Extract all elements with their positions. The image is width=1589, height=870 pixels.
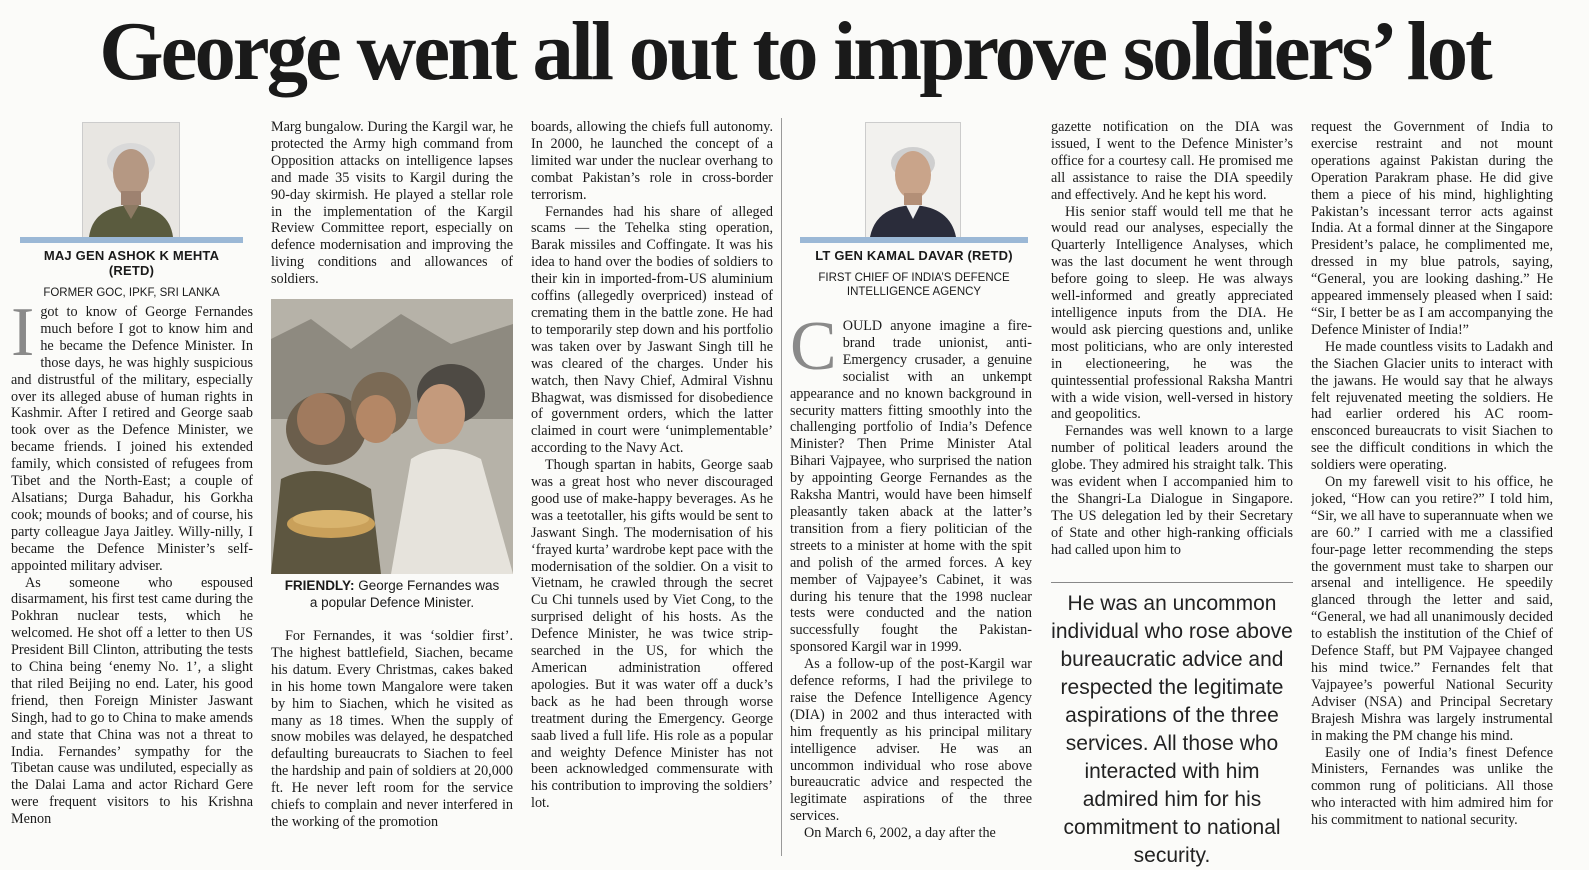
article-divider: [781, 118, 782, 856]
author1-name: MAJ GEN ASHOK K MEHTA (RETD): [43, 248, 220, 278]
article1-paragraph: Though spartan in habits, George saab was a great host who never discouraged good use of make-happy beverages. As he was a teetotaller, his gifts would be sent to Jaswant Singh. The modernisation of his ‘frayed kurta’ wardrobe kept pace with the modernisation of the soldier. On a visit to Vietnam, he crawled through the secret Cu Chi tunnels used by Viet Cong, to the surprised delight of his hosts. As the Defence Minister, he was twice strip-searched in the US, for which the American administration offered apologies. But it was water off a duck’s back as he had been through worse treatment during the Emergency. George saab lived a full life. His role as a popular and weighty Defence Minister has not been acknowledged commensurate with his contribution to improving the soldiers’ lot.: [531, 457, 773, 812]
article2-dropcap: C: [790, 318, 837, 385]
article1-col1: [11, 304, 253, 856]
article2-col2: [1051, 119, 1293, 578]
author2-portrait: [865, 122, 961, 238]
author1-photo-icon: [83, 123, 179, 237]
article1-paragraph: got to know of George Fernandes much before I got to know him and he became the Defence Minister. In those days, he was highly suspicious and distrustful of the military, especially over its alleged abuse of human rights in Kashmir. After I retired and George saab took over as the Defence Minister, we became friends. I joined his extended family, which consisted of refugees from Tibet and the North-East; a couple of Alsatians; Durga Bahadur, his Gorkha cook; mounds of books; and of course, his party colleague Jaya Jaitley. Willy-nilly, I became the Defence Minister’s self-appointed military adviser.: [11, 304, 253, 574]
page-headline: George went all out to improve soldiers’ lot: [99, 5, 1490, 98]
article2-paragraph: His senior staff would tell me that he would read our analyses, especially the Quarterly Intelligence Analyses, which was the last document he went through before going to sleep. He was always well-informed and greatly appreciated intelligence inputs from the DIA. He would ask piercing questions and, unlike most politicians, who are only interested in electioneering, he was the quintessential professional Raksha Mantri with a wide vision, well-versed in history and geopolitics.: [1051, 203, 1293, 423]
article1-dropcap: I: [11, 304, 35, 371]
pull-quote: He was an uncommon individual who rose above bureaucratic advice and respected the legitimate aspirations of the three services. All those who interacted with him admired him for his commitment to national security.: [1051, 592, 1293, 867]
article2-paragraph: On March 6, 2002, a day after the: [804, 825, 996, 842]
article1-paragraph: boards, allowing the chiefs full autonomy. In 2000, he launched the concept of a limited war under the nuclear overhang to combat Pakistan’s role in cross-border terrorism.: [531, 119, 773, 203]
pull-quote-rule: [1051, 582, 1293, 583]
author2-name: LT GEN KAMAL DAVAR (RETD): [815, 248, 1013, 263]
article2-paragraph: Fernandes was well known to a large number of political leaders around the globe. They admired his straight talk. This was evident when I accompanied him to the Shangri-La Dialogue in Singapore. The US delegation led by their Secretary of State and other high-ranking officials had called upon him to: [1051, 423, 1293, 558]
photo-caption-line2: a popular Defence Minister.: [309, 595, 475, 610]
author1-role: FORMER GOC, IPKF, SRI LANKA: [43, 287, 220, 299]
photo-caption-line1: George Fernandes was: [358, 578, 500, 593]
author1-byline: [20, 248, 243, 300]
article2-paragraph: On my farewell visit to his office, he joked, “How can you retire?” I told him, “Sir, we all have to superannuate when we are 60.” I carried with me a classified four-page letter recommending the steps the government must take to sharpen our arsenal and intelligence. He speedily glanced through the letter and said, “General, we had all unanimously decided to establish the institution of the Chief of Defence Staff, but PM Vajpayee changed his mind twice.” Fernandes felt that Vajpayee’s powerful National Security Adviser (NSA) and Principal Secretary Brajesh Mishra was largely instrumental in making the PM change his mind.: [1311, 474, 1553, 744]
article2-paragraph: gazette notification on the DIA was issued, I went to the Defence Minister’s office for a courtesy call. He promised me all assistance to raise the DIA speedily and effectively. And he kept his word.: [1051, 119, 1293, 203]
article2-paragraph: Easily one of India’s finest Defence Ministers, Fernandes was unlike the common rung of politicians. All those who interacted with him admired him for his commitment to national security.: [1311, 744, 1553, 829]
article2-paragraph: As a follow-up of the post-Kargil war defence reforms, I had the privilege to raise the Defence Intelligence Agency (DIA) in 2002 and thus interacted with him frequently as his principal military intelligence adviser. He was an uncommon individual who rose above bureaucratic advice and respected the legitimate aspirations of the three services.: [790, 656, 1032, 825]
soldiers-photo-icon: [271, 299, 513, 574]
article1-col2-top: [271, 119, 513, 289]
author2-role-line1: FIRST CHIEF OF INDIA’S DEFENCE: [818, 272, 1010, 284]
article1-paragraph: As someone who espoused disarmament, his first test came during the Pokhran nuclear tests, which he welcomed. He shot off a letter to then US President Bill Clinton, attributing the tests to China being ‘enemy No. 1’, a slight that riled Beijing no end. Later, his good friend, then Foreign Minister Jaswant Singh, had to go to China to make amends and state that China was not a threat to India. Fernandes’ sympathy for the Tibetan cause was undiluted, especially as the Dalai Lama and actor Richard Gere were frequent visitors to his Krishna Menon: [11, 574, 253, 828]
article1-paragraph: Fernandes had his share of alleged scams — the Tehelka sting operation, Barak missiles and Coffingate. It was his idea to hand over the bodies of soldiers to their kin in imported-from-US aluminium coffins (allegedly overpriced) instead of cremating them in the battle zone. He had to temporarily step down and his portfolio was taken over by Jaswant Singh till he was cleared of the charges. Under his watch, then Navy Chief, Admiral Vishnu Bhagwat, was dismissed for disobedience of government orders, which the latter claimed in court were ‘unimplementable’ according to the Navy Act.: [531, 203, 773, 457]
photo-caption: [271, 577, 513, 611]
author1-accent-bar: [20, 237, 243, 243]
fernandes-photo: [271, 299, 513, 574]
author2-accent-bar: [800, 237, 1028, 243]
article2-paragraph: He made countless visits to Ladakh and the Siachen Glacier units to interact with the jawans. He would say that he always felt rejuvenated meeting the soldiers. He had earlier ordered his AC room-ensconced bureaucrats to visit Siachen to see the difficult conditions in which the soldiers were operating.: [1311, 338, 1553, 474]
article2-col1: [790, 318, 1032, 856]
article2-paragraph: request the Government of India to exercise restraint and not mount operations against Pakistan during the Operation Parakram phase. He did give them a piece of his mind, highlighting Pakistan’s incessant terror acts against India. At a formal dinner at the Singapore President’s palace, he complimented me, dressed in my blue patrols, saying, “General, you are looking dashing.” He appeared immensely pleased when I said: “Sir, I better be as I am accompanying the Defence Minister of India!”: [1311, 119, 1553, 338]
photo-caption-label: FRIENDLY:: [284, 578, 355, 593]
article1-paragraph: Marg bungalow. During the Kargil war, he protected the Army high command from Opposition attacks on intelligence lapses and made 35 visits to Kargil during the 90-day skirmish. He played a stellar role in the implementation of the Kargil Review Committee report, especially on defence modernisation and improving the living conditions and allowances of soldiers.: [271, 119, 513, 288]
author1-portrait: [82, 122, 180, 238]
author2-role: [800, 271, 1028, 299]
article2-paragraph: OULD anyone imagine a fire-brand trade unionist, anti-Emergency crusader, a genuine socialist with an unkempt appearance and no known background in security matters fitting smoothly into the challenging portfolio of India’s Defence Minister? Then Prime Minister Atal Bihari Vajpayee, who surprised the nation by appointing George Fernandes as the Raksha Mantri, would have been himself pleasantly taken aback at the latter’s transition from a fiery politician of the streets to a minister at home with the spit and polish of the armed forces. A key member of Vajpayee’s Cabinet, it was during his tenure that the 1998 nuclear tests were conducted and the nation successfully fought the Pakistan-sponsored Kargil war in 1999.: [790, 318, 1032, 656]
author2-byline: [800, 248, 1028, 299]
article1-col3: [531, 119, 773, 856]
article2-col3: [1311, 119, 1553, 856]
article1-col2-bottom: [271, 628, 513, 856]
author2-role-line2: INTELLIGENCE AGENCY: [846, 286, 982, 298]
article1-paragraph: For Fernandes, it was ‘soldier first’. The highest battlefield, Siachen, became his datum. Every Christmas, cakes baked in his home town Mangalore were taken by him to Siachen, which he visited as many as 18 times. When the supply of snow mobiles was delayed, he despatched defaulting bureaucrats to Siachen to feel the hardship and pain of soldiers at 20,000 ft. He never left room for the service chiefs to complain and never interfered in the working of the promotion: [271, 628, 513, 830]
author2-photo-icon: [866, 123, 960, 237]
